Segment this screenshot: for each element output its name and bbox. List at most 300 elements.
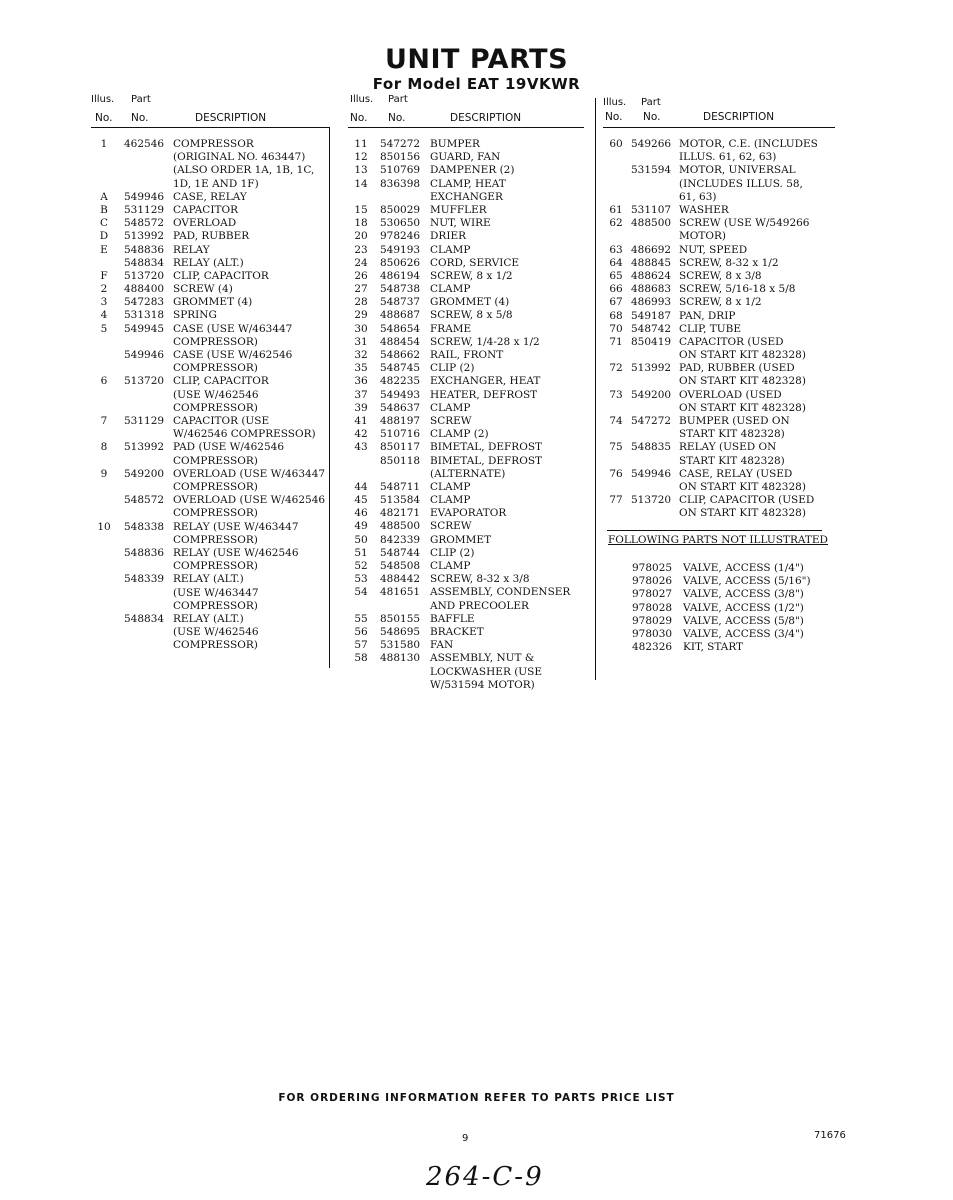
part-number: 548742 bbox=[631, 322, 672, 335]
illus-number: 58 bbox=[354, 652, 368, 665]
part-description bbox=[173, 573, 259, 613]
description-line: RAIL, FRONT bbox=[430, 349, 504, 362]
description-line: ON START KIT 482328) bbox=[679, 507, 806, 520]
part-number: 513720 bbox=[631, 494, 672, 507]
part-number: 978246 bbox=[380, 230, 421, 243]
illus-number: 1 bbox=[100, 138, 108, 150]
description-line: 1D, 1E AND 1F) bbox=[173, 177, 259, 190]
part-description bbox=[430, 230, 466, 243]
illus-number: C bbox=[99, 217, 109, 230]
part-number: 549193 bbox=[380, 243, 421, 256]
description-line: PAD, RUBBER bbox=[173, 230, 250, 243]
header-rule bbox=[91, 127, 329, 128]
part-number: 548572 bbox=[124, 217, 165, 230]
part-description bbox=[679, 204, 729, 217]
part-description bbox=[430, 586, 570, 612]
description-line: CLAMP bbox=[430, 560, 471, 573]
part-description bbox=[430, 204, 487, 217]
part-number: 548834 bbox=[124, 256, 165, 269]
header-rule bbox=[603, 127, 835, 128]
part-number: 488845 bbox=[631, 256, 672, 269]
description-line: ILLUS. 61, 62, 63) bbox=[679, 151, 777, 164]
description-line: CLAMP (2) bbox=[430, 428, 489, 441]
description-line: RELAY (ALT.) bbox=[173, 256, 244, 269]
description-line: SCREW, 8-32 x 3/8 bbox=[430, 573, 530, 586]
part-description bbox=[679, 336, 806, 362]
illus-number: 53 bbox=[354, 573, 368, 586]
part-description bbox=[173, 613, 259, 653]
part-description bbox=[430, 534, 491, 547]
part-description bbox=[679, 244, 747, 257]
part-number: 513992 bbox=[124, 230, 165, 243]
description-line: BIMETAL, DEFROST bbox=[430, 441, 543, 454]
part-number: 488687 bbox=[380, 309, 421, 322]
illus-number: 32 bbox=[354, 349, 368, 362]
part-number: 548338 bbox=[124, 520, 165, 533]
header-illus-no: No. bbox=[605, 111, 623, 123]
header-illus: Illus. bbox=[91, 94, 115, 105]
part-description bbox=[173, 217, 236, 230]
description-line: COMPRESSOR) bbox=[173, 362, 258, 375]
description-line: SCREW (USE W/549266 bbox=[679, 217, 810, 230]
description-line: W/531594 MOTOR) bbox=[430, 678, 535, 691]
description-line: COMPRESSOR) bbox=[173, 507, 258, 520]
part-description bbox=[430, 349, 503, 362]
description-line: SCREW bbox=[430, 520, 472, 533]
illus-number: E bbox=[100, 243, 108, 256]
part-description bbox=[430, 164, 514, 177]
description-line: OVERLOAD bbox=[173, 217, 237, 230]
description-line: CLIP, TUBE bbox=[679, 322, 742, 335]
page-subtitle: For Model EAT 19VKWR bbox=[372, 75, 581, 93]
part-number: 549187 bbox=[631, 309, 672, 322]
illus-number: 26 bbox=[354, 269, 368, 282]
part-number: 531129 bbox=[124, 203, 165, 216]
description-line: RELAY (USE W/462546 bbox=[173, 547, 299, 559]
description-line: MOTOR, C.E. (INCLUDES bbox=[679, 138, 818, 150]
illus-number: 27 bbox=[354, 283, 368, 296]
description-line: FRAME bbox=[430, 322, 472, 335]
illus-number: 60 bbox=[609, 138, 623, 150]
part-number: 978028 bbox=[632, 601, 673, 614]
description-line: CLIP (2) bbox=[430, 546, 475, 559]
part-number: 513584 bbox=[380, 494, 421, 507]
description-line: BUMPER (USED ON bbox=[679, 415, 790, 428]
part-number: 549946 bbox=[124, 349, 165, 362]
description-line: PAD (USE W/462546 bbox=[173, 441, 284, 454]
description-line: (INCLUDES ILLUS. 58, bbox=[679, 177, 803, 190]
description-line: COMPRESSOR) bbox=[173, 599, 258, 612]
part-number: 842339 bbox=[380, 533, 421, 546]
illus-number: 30 bbox=[354, 322, 368, 335]
description-line: (ALTERNATE) bbox=[430, 467, 506, 480]
part-description bbox=[430, 296, 509, 309]
description-line: (USE W/463447 bbox=[173, 586, 259, 599]
illus-number: 15 bbox=[354, 203, 368, 216]
part-number: 488500 bbox=[631, 217, 672, 230]
part-description bbox=[430, 151, 500, 164]
illus-number: 77 bbox=[609, 494, 623, 507]
illus-number: 13 bbox=[354, 164, 368, 177]
part-description bbox=[173, 283, 233, 296]
illus-number: A bbox=[100, 190, 108, 203]
part-number: 549946 bbox=[631, 467, 672, 480]
part-number: 482326 bbox=[632, 641, 673, 654]
illus-number: D bbox=[99, 230, 109, 243]
illus-number: 49 bbox=[354, 520, 368, 533]
description-line: COMPRESSOR) bbox=[173, 639, 258, 652]
document-number: 71676 bbox=[814, 1130, 846, 1141]
part-description bbox=[430, 375, 540, 388]
description-line: ON START KIT 482328) bbox=[679, 481, 806, 494]
part-description bbox=[430, 270, 513, 283]
part-description bbox=[430, 389, 537, 402]
description-line: CASE (USE W/462546 bbox=[173, 349, 293, 362]
description-line: OVERLOAD (USED bbox=[679, 388, 782, 401]
illus-number: 66 bbox=[609, 283, 623, 296]
description-line: CLIP (2) bbox=[430, 362, 475, 375]
illus-number: 70 bbox=[609, 322, 623, 335]
part-number: 488683 bbox=[631, 283, 672, 296]
part-description bbox=[679, 270, 762, 283]
illus-number: 62 bbox=[609, 217, 623, 230]
illus-number: 74 bbox=[609, 415, 623, 428]
part-description bbox=[173, 138, 314, 191]
illus-number: 41 bbox=[354, 414, 368, 427]
description-line: NUT, WIRE bbox=[430, 217, 491, 230]
description-line: CAPACITOR (USE bbox=[173, 415, 270, 428]
description-line: CLIP, CAPACITOR bbox=[173, 375, 269, 388]
description-line: OVERLOAD (USE W/462546 bbox=[173, 494, 326, 507]
part-number: 486993 bbox=[631, 296, 672, 309]
description-line: DRIER bbox=[430, 230, 467, 243]
description-line: EXCHANGER, HEAT bbox=[430, 375, 541, 388]
handwritten-note: 264-C-9 bbox=[426, 1162, 544, 1192]
part-description bbox=[430, 217, 491, 230]
header-part-no: No. bbox=[131, 112, 149, 124]
part-description bbox=[430, 455, 542, 481]
part-description bbox=[173, 375, 269, 415]
description-line: SCREW, 8-32 x 1/2 bbox=[679, 256, 779, 269]
description-line: ON START KIT 482328) bbox=[679, 375, 806, 388]
description-line: SCREW, 5/16-18 x 5/8 bbox=[679, 283, 796, 296]
description-line: COMPRESSOR) bbox=[173, 454, 258, 467]
part-number: 462546 bbox=[124, 138, 165, 150]
description-line: START KIT 482328) bbox=[679, 454, 785, 467]
part-number: 488442 bbox=[380, 573, 421, 586]
description-line: SCREW bbox=[430, 414, 472, 427]
part-description bbox=[173, 494, 325, 520]
illus-number: 63 bbox=[609, 243, 623, 256]
part-description bbox=[173, 415, 316, 441]
illus-number: 67 bbox=[609, 296, 623, 309]
part-description bbox=[173, 309, 217, 322]
description-line: DAMPENER (2) bbox=[430, 164, 515, 177]
description-line: SCREW, 8 x 3/8 bbox=[679, 269, 762, 282]
part-description bbox=[173, 244, 210, 257]
part-number: 482171 bbox=[380, 507, 421, 520]
illus-number: 52 bbox=[354, 560, 368, 573]
illus-number: 4 bbox=[100, 309, 108, 322]
part-description bbox=[679, 323, 741, 336]
part-description bbox=[679, 441, 785, 467]
description-line: CLAMP bbox=[430, 401, 471, 414]
part-description bbox=[173, 204, 238, 217]
part-description bbox=[430, 652, 542, 692]
part-description bbox=[430, 573, 530, 586]
illus-number: 7 bbox=[100, 415, 108, 428]
part-number: 850156 bbox=[380, 151, 421, 164]
part-description bbox=[679, 296, 762, 309]
header-description: DESCRIPTION bbox=[195, 112, 267, 124]
description-line: CASE (USE W/463447 bbox=[173, 322, 293, 335]
description-line: CAPACITOR bbox=[173, 203, 238, 216]
illus-number: 5 bbox=[100, 322, 108, 335]
description-line: SCREW, 8 x 5/8 bbox=[430, 309, 513, 322]
description-line: (USE W/462546 bbox=[173, 388, 259, 401]
part-description bbox=[173, 191, 247, 204]
part-number: 513720 bbox=[124, 375, 165, 388]
description-line: SCREW, 8 x 1/2 bbox=[679, 296, 762, 309]
description-line: CLIP, CAPACITOR (USED bbox=[679, 494, 815, 507]
description-line: BIMETAL, DEFROST bbox=[430, 454, 543, 467]
illus-number: 36 bbox=[354, 375, 368, 388]
part-description bbox=[173, 521, 299, 547]
illus-number: 29 bbox=[354, 309, 368, 322]
part-description bbox=[430, 323, 471, 336]
part-number: 548834 bbox=[124, 612, 165, 625]
part-description bbox=[430, 639, 453, 652]
description-line: WASHER bbox=[679, 203, 729, 216]
part-description: VALVE, ACCESS (1/2") bbox=[683, 601, 804, 614]
part-description bbox=[173, 547, 299, 573]
part-number: 978030 bbox=[632, 628, 673, 640]
part-description bbox=[430, 613, 475, 626]
illus-number: 51 bbox=[354, 546, 368, 559]
part-description bbox=[430, 441, 542, 454]
description-line: GUARD, FAN bbox=[430, 151, 501, 164]
description-line: ON START KIT 482328) bbox=[679, 349, 806, 362]
description-line: LOCKWASHER (USE bbox=[430, 665, 542, 678]
part-number: 548572 bbox=[124, 494, 165, 507]
description-line: MOTOR) bbox=[679, 230, 726, 243]
illus-number: 28 bbox=[354, 296, 368, 309]
description-line: GROMMET (4) bbox=[173, 296, 253, 309]
illus-number: 45 bbox=[354, 494, 368, 507]
illus-number: 68 bbox=[609, 309, 623, 322]
description-line: SCREW, 8 x 1/2 bbox=[430, 269, 513, 282]
description-line: ON START KIT 482328) bbox=[679, 401, 806, 414]
description-line: (ALSO ORDER 1A, 1B, 1C, bbox=[173, 164, 315, 177]
part-number: 549493 bbox=[380, 388, 421, 401]
part-description bbox=[430, 362, 474, 375]
part-number: 549200 bbox=[631, 388, 672, 401]
part-number: 531580 bbox=[380, 639, 421, 652]
part-number: 531107 bbox=[631, 203, 672, 216]
header-illus-no: No. bbox=[350, 112, 368, 124]
illus-number: 73 bbox=[609, 388, 623, 401]
part-number: 548339 bbox=[124, 573, 165, 586]
description-line: PAN, DRIP bbox=[679, 309, 736, 322]
illus-number: 56 bbox=[354, 625, 368, 638]
part-number: 978025 bbox=[632, 562, 673, 574]
part-number: 836398 bbox=[380, 177, 421, 190]
column-divider bbox=[329, 127, 330, 668]
illus-number: 6 bbox=[100, 375, 108, 388]
header-description: DESCRIPTION bbox=[450, 112, 522, 124]
description-line: CLAMP bbox=[430, 494, 471, 507]
illus-number: 54 bbox=[354, 586, 368, 599]
part-number: 850155 bbox=[380, 612, 421, 625]
illus-number: 55 bbox=[354, 612, 368, 625]
description-line: W/462546 COMPRESSOR) bbox=[173, 428, 316, 441]
header-part: Part bbox=[388, 94, 408, 105]
part-number: 531594 bbox=[631, 164, 672, 177]
description-line: CASE, RELAY (USED bbox=[679, 467, 793, 480]
part-number: 850626 bbox=[380, 256, 421, 269]
part-description bbox=[173, 296, 252, 309]
part-number: 549200 bbox=[124, 467, 165, 480]
part-description bbox=[173, 349, 292, 375]
header-illus: Illus. bbox=[603, 97, 627, 108]
description-line: OVERLOAD (USE W/463447 bbox=[173, 467, 326, 480]
part-number: 548835 bbox=[631, 441, 672, 454]
illus-number: 11 bbox=[354, 138, 368, 150]
illus-number: 76 bbox=[609, 467, 623, 480]
description-line: MOTOR, UNIVERSAL bbox=[679, 164, 796, 177]
part-description bbox=[679, 257, 779, 270]
part-number: 548695 bbox=[380, 625, 421, 638]
part-description bbox=[430, 507, 506, 520]
illus-number: 8 bbox=[100, 441, 108, 454]
description-line: CLIP, CAPACITOR bbox=[173, 269, 269, 282]
part-number: 850117 bbox=[380, 441, 421, 454]
illus-number: 61 bbox=[609, 203, 623, 216]
part-description: KIT, START bbox=[683, 641, 744, 654]
header-illus: Illus. bbox=[350, 94, 374, 105]
part-description bbox=[430, 138, 480, 151]
column-divider bbox=[595, 98, 596, 680]
illus-number: 14 bbox=[354, 177, 368, 190]
part-description bbox=[679, 468, 806, 494]
part-number: 481651 bbox=[380, 586, 421, 599]
description-line: EVAPORATOR bbox=[430, 507, 507, 520]
part-number: 548738 bbox=[380, 283, 421, 296]
description-line: COMPRESSOR bbox=[173, 138, 254, 150]
part-number: 488500 bbox=[380, 520, 421, 533]
illus-number: 31 bbox=[354, 335, 368, 348]
part-number: 547283 bbox=[124, 296, 165, 309]
part-description bbox=[173, 257, 244, 270]
part-number: 548711 bbox=[380, 480, 421, 493]
part-description bbox=[430, 428, 489, 441]
part-number: 486194 bbox=[380, 269, 421, 282]
part-number: 531318 bbox=[124, 309, 165, 322]
part-description bbox=[430, 626, 484, 639]
illus-number: 2 bbox=[100, 283, 108, 296]
following-parts-heading: FOLLOWING PARTS NOT ILLUSTRATED bbox=[608, 534, 828, 546]
description-line: RELAY bbox=[173, 243, 210, 256]
header-illus-no: No. bbox=[95, 112, 113, 124]
description-line: ASSEMBLY, CONDENSER bbox=[430, 586, 571, 599]
description-line: CLAMP, HEAT bbox=[430, 177, 506, 190]
illus-number: 44 bbox=[354, 480, 368, 493]
part-description bbox=[430, 494, 470, 507]
part-description bbox=[430, 547, 474, 560]
illus-number: 57 bbox=[354, 639, 368, 652]
part-number: 488624 bbox=[631, 269, 672, 282]
description-line: CLAMP bbox=[430, 243, 471, 256]
illus-number: 18 bbox=[354, 217, 368, 230]
part-number: 530650 bbox=[380, 217, 421, 230]
description-line: RELAY (USE W/463447 bbox=[173, 520, 299, 533]
part-number: 547272 bbox=[631, 415, 672, 428]
part-description bbox=[679, 217, 809, 243]
illus-number: 71 bbox=[609, 335, 623, 348]
page-number: 9 bbox=[462, 1133, 469, 1144]
description-line: (USE W/462546 bbox=[173, 626, 259, 639]
illus-number: 43 bbox=[354, 441, 368, 454]
description-line: MUFFLER bbox=[430, 203, 487, 216]
header-rule bbox=[348, 127, 584, 128]
part-description bbox=[430, 257, 519, 270]
description-line: CLAMP bbox=[430, 283, 471, 296]
part-description bbox=[173, 441, 284, 467]
description-line: 61, 63) bbox=[679, 190, 717, 203]
page-title: UNIT PARTS bbox=[384, 44, 569, 75]
part-description bbox=[679, 494, 814, 520]
illus-number: 39 bbox=[354, 401, 368, 414]
description-line: BRACKET bbox=[430, 625, 484, 638]
illus-number: F bbox=[100, 269, 108, 282]
description-line: BAFFLE bbox=[430, 612, 475, 625]
part-description: VALVE, ACCESS (5/16") bbox=[683, 575, 811, 588]
part-description bbox=[173, 270, 269, 283]
description-line: RELAY (ALT.) bbox=[173, 573, 244, 586]
illus-number: 20 bbox=[354, 230, 368, 243]
part-number: 486692 bbox=[631, 243, 672, 256]
description-line: GROMMET bbox=[430, 533, 492, 546]
part-description bbox=[679, 415, 790, 441]
part-number: 488197 bbox=[380, 414, 421, 427]
part-description bbox=[430, 402, 470, 415]
part-number: 510769 bbox=[380, 164, 421, 177]
header-part-no: No. bbox=[643, 111, 661, 123]
illus-number: 64 bbox=[609, 256, 623, 269]
description-line: CORD, SERVICE bbox=[430, 256, 520, 269]
description-line: PAD, RUBBER (USED bbox=[679, 362, 795, 375]
description-line: COMPRESSOR) bbox=[173, 401, 258, 414]
part-description bbox=[173, 323, 292, 349]
part-number: 549945 bbox=[124, 322, 165, 335]
description-line: EXCHANGER bbox=[430, 190, 503, 203]
part-number: 548745 bbox=[380, 362, 421, 375]
description-line: (ORIGINAL NO. 463447) bbox=[173, 151, 306, 164]
ordering-footer: FOR ORDERING INFORMATION REFER TO PARTS PRICE LIST bbox=[278, 1092, 675, 1104]
header-part: Part bbox=[131, 94, 151, 105]
part-number: 513992 bbox=[124, 441, 165, 454]
description-line: RELAY (ALT.) bbox=[173, 612, 244, 625]
description-line: CAPACITOR (USED bbox=[679, 335, 784, 348]
part-number: 978027 bbox=[632, 588, 673, 601]
description-line: SCREW, 1/4-28 x 1/2 bbox=[430, 335, 540, 348]
header-part-no: No. bbox=[388, 112, 406, 124]
part-number: 513720 bbox=[124, 269, 165, 282]
part-description: VALVE, ACCESS (3/4") bbox=[683, 628, 804, 640]
part-number: 549266 bbox=[631, 138, 672, 150]
description-line: GROMMET (4) bbox=[430, 296, 510, 309]
part-description bbox=[679, 283, 795, 296]
